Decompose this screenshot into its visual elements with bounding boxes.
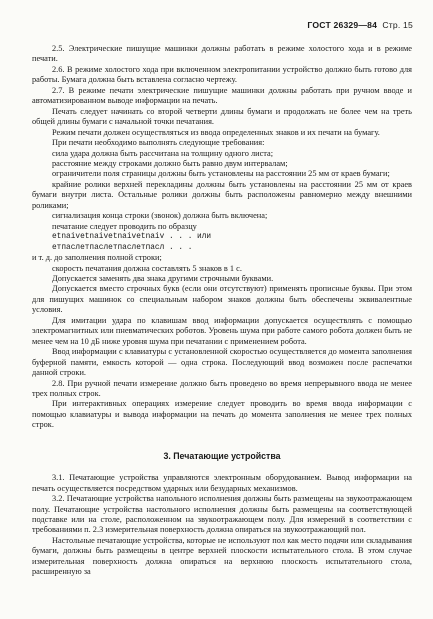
sample-line-latin: etnaivetnaivetnaivetnaiv . . . или — [52, 233, 212, 242]
requirement-margin-stops: ограничители поля страницы должны быть установлены на расстоянии 25 мм от краев бумаги; — [52, 169, 390, 179]
paragraph-requirements-intro: При печати необходимо выполнять следующие требования: — [52, 138, 265, 148]
paragraph-letter-substitution: Допускается заменять два знака другими строчными буквами. — [52, 273, 274, 283]
paragraph-interactive-operations: При интерактивных операциях измерение следует проводить во время ввода информации с помощью клавиатуры и вывода информации на печать до момента заполнения не менее трех полных строк. — [32, 399, 412, 430]
page-number: Стр. 15 — [382, 20, 413, 30]
clause-3-2: 3.2. Печатающие устройства напольного исполнения должны быть размещены на звукоотражающем полу. Печатающие устройства настольного исполнения должны быть размещены на соответствующей подставке или на столе, расположенном на звукоотражающем полу. Для измерений в соответствии с требованиями п. 2.3 измерительная поверхность должна опираться на звукоотражающий пол. — [32, 494, 412, 535]
requirement-line-spacing: расстояние между строками должно быть равно двум интервалам; — [52, 158, 288, 168]
paragraph-robot-keystrokes: Для имитации удара по клавишам ввод информации допускается осуществлять с помощью электромагнитных или пневматических роботов. Уровень шума при работе самого робота должен быть не менее чем на 10 дБ ниже уровня шума при печатании с применением робота. — [32, 315, 412, 346]
section-title: 3. Печатающие устройства — [163, 450, 281, 461]
paragraph-uppercase-allowed: Допускается вместо строчных букв (если они отсутствуют) применять прописные буквы. При этом для пишущих машинок со специальным набором знаков должны быть обеспечены эквивалентные условия. — [32, 284, 412, 315]
requirement-sample-intro: печатание следует проводить по образцу — [52, 221, 197, 231]
page-header — [307, 20, 413, 30]
clause-3-1: 3.1. Печатающие устройства управляются электронным оборудованием. Вывод информации на печать осуществляется посредством ударных или безударных механизмов. — [32, 473, 412, 493]
requirement-print-speed: скорость печатания должна составлять 5 знаков в 1 с. — [52, 263, 242, 273]
sample-line-cyrillic: етпаслетпаслетпаслетпасл . . . — [52, 243, 193, 252]
requirement-impact-force: сила удара должна быть рассчитана на толщину одного листа; — [52, 148, 274, 158]
clause-2-5: 2.5. Электрические пишущие машинки должны работать в режиме холостого хода и в режиме печати. — [32, 44, 412, 64]
document-body — [32, 44, 412, 578]
clause-2-7: 2.7. В режиме печати электрические пишущие машинки должны работать при ручном вводе и автоматизированном выводе информации на печать. — [32, 85, 412, 106]
clause-2-8: 2.8. При ручной печати измерение должно быть проведено во время непрерывного ввода не менее трех полных строк. — [32, 378, 412, 398]
clause-2-6: 2.6. В режиме холостого хода при включенном электропитании устройство должно быть готово для работы. Бумага должна быть вставлена согласно чертежу. — [32, 64, 412, 85]
requirement-bell: сигнализация конца строки (звонок) должна быть включена; — [52, 211, 268, 221]
paragraph-desktop-printers: Настольные печатающие устройства, которые не используют пол как место подачи или складывания бумаги, должны быть размещены в центре верхней плоскости испытательного стола. В этом случае измерительная поверхность должна опираться на верхнюю плоскость испытательного стола, расширенную за — [32, 535, 412, 577]
paragraph-print-start: Печать следует начинать со второй четверти длины бумаги и продолжать не более чем на треть общей длины бумаги с начальной точки печатания. — [32, 106, 412, 127]
requirement-rollers: крайние ролики верхней перекладины должны быть установлены на расстоянии 25 мм от краев бумаги внутри листа. Остальные ролики должны быть расположены равномерно между внешними роликами; — [32, 179, 412, 210]
standard-number: ГОСТ 26329—84 — [307, 20, 378, 30]
paragraph-keyboard-input: Ввод информации с клавиатуры с установленной скоростью осуществляется до момента заполнения буферной памяти, емкость которой — одна строка. Последующий ввод возможен после распечатки данной строки. — [32, 347, 412, 378]
paragraph-print-mode: Режим печати должен осуществляться из ввода определенных знаков и их печати на бумагу. — [52, 127, 380, 137]
sample-continuation: и т. д. до заполнения полной строки; — [32, 253, 162, 263]
